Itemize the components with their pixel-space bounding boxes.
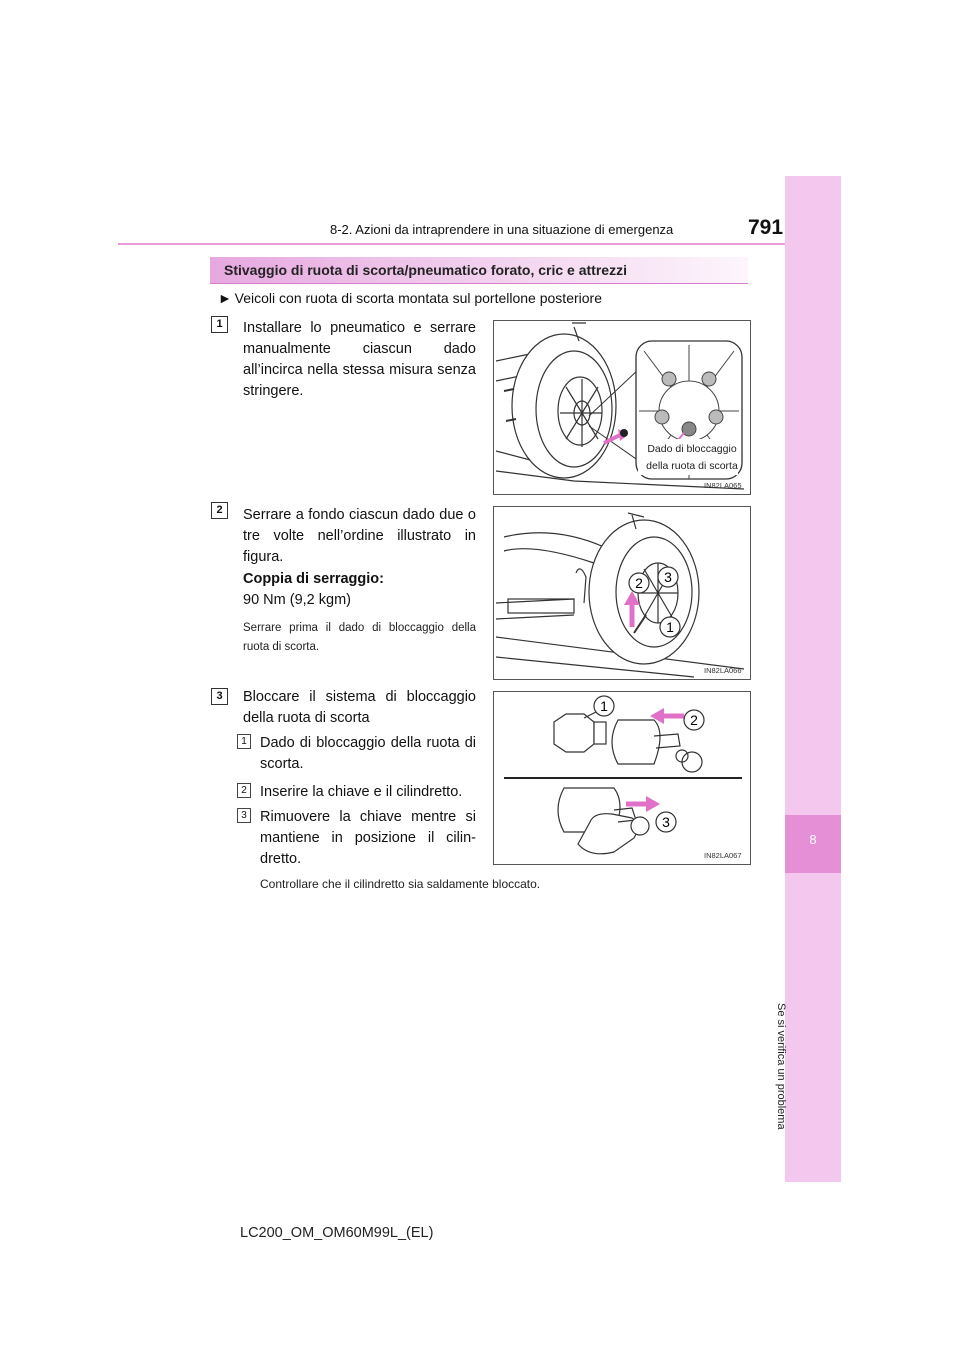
- section-bullet-text: Veicoli con ruota di scorta montata sul portellone posteriore: [234, 290, 602, 306]
- figure-1-callout-line-1: Dado di bloccaggio: [647, 443, 737, 455]
- figure-1-code: IN82LA065: [704, 481, 742, 490]
- figure-2-label-c: 1: [666, 619, 674, 635]
- step-3-text: Bloccare il sistema di bloccaggio della ruota di scorta: [243, 689, 476, 726]
- section-title: Stivaggio di ruota di scorta/pneumatico forato, cric e attrezzi: [224, 262, 627, 278]
- figure-1-callout-line-2: della ruota di scorta: [646, 460, 738, 472]
- substep-1-text: Dado di bloccaggio della ruota di scorta.: [260, 735, 476, 772]
- section-title-underline: [210, 283, 748, 284]
- figure-3-code: IN82LA067: [704, 851, 742, 860]
- step-2-text: Serrare a fondo ciascun dado due o tre volte nell’ordine illustrato in figura.: [243, 507, 476, 565]
- figure-3-label-c: 3: [662, 814, 670, 830]
- page-number: 791: [748, 216, 784, 239]
- figure-2-label-a: 2: [635, 575, 643, 591]
- chapter-side-tab: [785, 176, 841, 1182]
- chapter-title: Se si verifica un problema: [775, 1003, 787, 1130]
- step-1-number: 1: [211, 316, 228, 333]
- page-header-title: 8-2. Azioni da intraprendere in una situazione di emergenza: [330, 222, 674, 237]
- figure-step-2: [493, 506, 751, 680]
- figure-2-code: IN82LA066: [704, 666, 742, 675]
- triangle-bullet-icon: ►: [218, 290, 235, 306]
- substep-2-number: 2: [237, 783, 251, 798]
- step-3-number: 3: [211, 688, 228, 705]
- torque-label: Coppia di serraggio:: [243, 571, 384, 587]
- header-rule: [118, 243, 840, 245]
- torque-value: 90 Nm (9,2 kgm): [243, 592, 351, 608]
- substep-2-text: Inserire la chiave e il cilindretto.: [260, 784, 463, 800]
- substep-3-number: 3: [237, 808, 251, 823]
- substep-1-number: 1: [237, 734, 251, 749]
- substep-3-text: Rimuovere la chiave mentre si mantiene in posizione il cilin-dretto.: [260, 809, 476, 867]
- figure-step-1: [493, 320, 751, 495]
- tightening-order-illustration: [494, 507, 750, 679]
- footer-document-code: LC200_OM_OM60M99L_(EL): [240, 1225, 434, 1241]
- figure-2-label-b: 3: [664, 569, 672, 585]
- figure-3-label-a: 1: [600, 698, 608, 714]
- step-2-number: 2: [211, 502, 228, 519]
- lock-installation-illustration: [494, 692, 750, 864]
- section-bullet: [218, 290, 602, 306]
- step-1-text: Installare lo pneumatico e serrare manualmente ciascun dado all’incirca nella stessa misura senza stringere.: [243, 320, 476, 399]
- chapter-number: 8: [809, 832, 817, 847]
- step-3-note: Controllare che il cilindretto sia saldamente bloccato.: [260, 877, 541, 891]
- figure-3-label-b: 2: [690, 712, 698, 728]
- step-2-note: Serrare prima il dado di bloccaggio della ruota di scorta.: [243, 622, 476, 653]
- figure-step-3: [493, 691, 751, 865]
